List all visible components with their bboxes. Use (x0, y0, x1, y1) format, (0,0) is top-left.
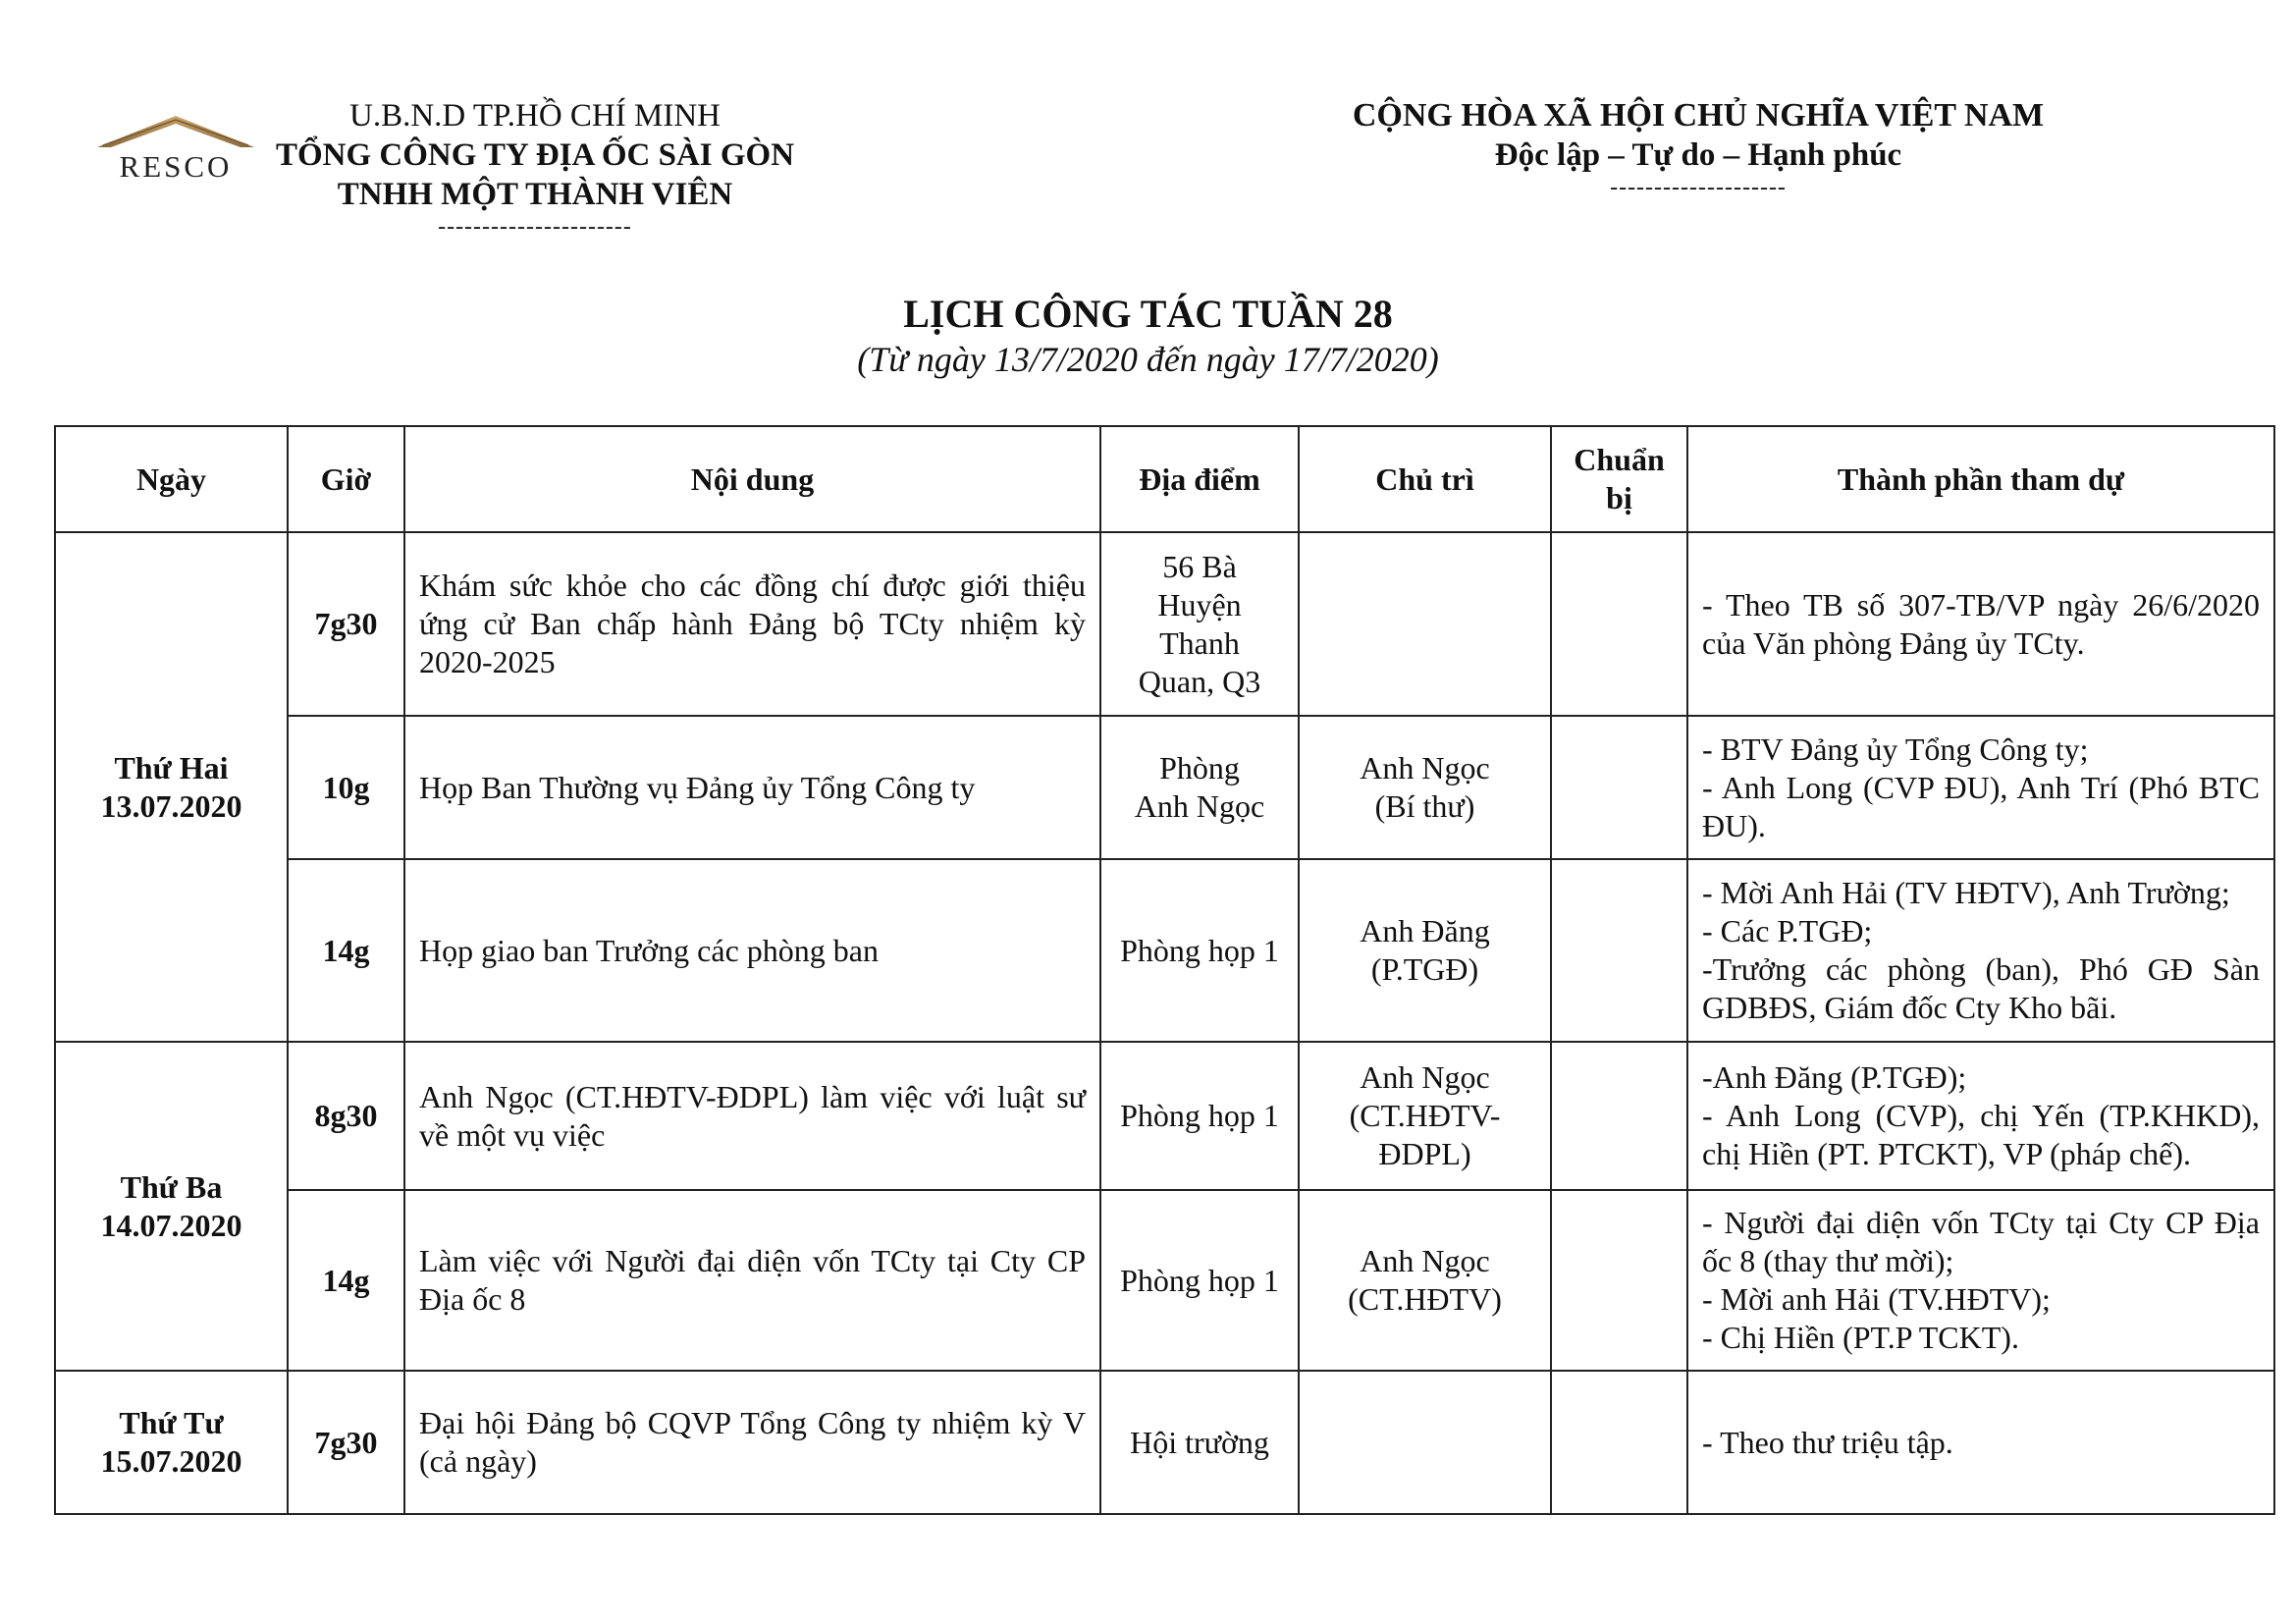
prep-cell (1551, 1190, 1687, 1371)
attendee-line: - Các P.TGĐ; (1702, 913, 1873, 948)
chair-cell (1299, 532, 1551, 716)
national-motto: Độc lập – Tự do – Hạnh phúc (1494, 137, 1902, 173)
attendee-line: - Người đại diện vốn TCty tại Cty CP Địa ốc 8 (thay thư mời); (1702, 1205, 2260, 1278)
content-cell: Làm việc với Người đại diện vốn TCty tại Cty CP Địa ốc 8 (404, 1190, 1100, 1371)
col-header-prep-line-2: bị (1606, 480, 1632, 515)
col-header-day: Ngày (55, 426, 288, 532)
place-line: Phòng họp 1 (1120, 932, 1279, 968)
chair-cell (1299, 716, 1551, 859)
prep-cell (1551, 1042, 1687, 1190)
prep-cell (1551, 532, 1687, 716)
attendee-line: - Mời Anh Hải (TV HĐTV), Anh Trường; (1702, 875, 2230, 910)
place-line: Phòng (1159, 750, 1240, 785)
col-header-content: Nội dung (404, 426, 1100, 532)
col-header-prep-line-1: Chuẩn (1574, 442, 1665, 477)
table-row (55, 1042, 2274, 1190)
time-cell: 10g (288, 716, 404, 859)
attendee-line: - Anh Long (CVP), chị Yến (TP.KHKD), chị Hiền (PT. PTCKT), VP (pháp chế). (1702, 1098, 2260, 1171)
col-header-chair: Chủ trì (1299, 426, 1551, 532)
logo-text: RESCO (119, 149, 233, 184)
table-row (55, 1190, 2274, 1371)
attendee-line: - Anh Long (CVP ĐU), Anh Trí (Phó BTC ĐU). (1702, 769, 2260, 843)
page-title: LỊCH CÔNG TÁC TUẦN 28 (903, 292, 1393, 336)
national-line-1: CỘNG HÒA XÃ HỘI CHỦ NGHĨA VIỆT NAM (1352, 97, 2045, 134)
attendees-cell (1687, 859, 2274, 1042)
day-cell (55, 532, 288, 1042)
table-row (55, 859, 2274, 1042)
day-date: 14.07.2020 (100, 1207, 242, 1243)
time-cell: 7g30 (288, 1371, 404, 1514)
chair-line: Anh Đăng (1360, 913, 1490, 948)
attendee-line: - Theo TB số 307-TB/VP ngày 26/6/2020 của Văn phòng Đảng ủy TCty. (1702, 586, 2260, 661)
attendee-line: - Mời anh Hải (TV.HĐTV); (1702, 1281, 2051, 1317)
col-header-prep (1551, 426, 1687, 532)
col-header-attendees: Thành phần tham dự (1687, 426, 2274, 532)
col-header-time: Giờ (288, 426, 404, 532)
org-line-2: TỔNG CÔNG TY ĐỊA ỐC SÀI GÒN (275, 137, 795, 173)
col-header-place: Địa điểm (1100, 426, 1299, 532)
day-name: Thứ Hai (114, 749, 229, 785)
place-line: Thanh (1159, 624, 1240, 661)
attendees-cell (1687, 532, 2274, 716)
attendee-line: - Theo thư triệu tập. (1702, 1424, 1953, 1460)
time-cell: 7g30 (288, 532, 404, 716)
time-cell: 14g (288, 1190, 404, 1371)
page-subtitle: (Từ ngày 13/7/2020 đến ngày 17/7/2020) (857, 340, 1439, 379)
day-cell (55, 1371, 288, 1514)
chair-line: (CT.HĐTV) (1348, 1281, 1502, 1317)
day-date: 15.07.2020 (100, 1443, 242, 1479)
chair-line: (P.TGĐ) (1370, 951, 1479, 987)
content-cell: Đại hội Đảng bộ CQVP Tổng Công ty nhiệm kỳ V (cả ngày) (404, 1371, 1100, 1514)
day-date: 13.07.2020 (100, 787, 242, 824)
place-line: 56 Bà (1162, 548, 1237, 584)
attendee-line: -Anh Đăng (P.TGĐ); (1702, 1059, 1967, 1095)
attendees-cell (1687, 1190, 2274, 1371)
org-divider: ---------------------- (438, 214, 632, 240)
place-line: Huyện (1157, 586, 1242, 623)
attendees-cell (1687, 1042, 2274, 1190)
attendees-cell (1687, 1371, 2274, 1514)
place-cell (1100, 532, 1299, 716)
day-name: Thứ Tư (119, 1405, 224, 1440)
attendee-line: -Trưởng các phòng (ban), Phó GĐ Sàn GDBĐS, Giám đốc Cty Kho bãi. (1702, 951, 2260, 1025)
chair-cell (1299, 859, 1551, 1042)
chair-cell (1299, 1371, 1551, 1514)
national-header (1315, 96, 2081, 200)
schedule-table (54, 425, 2275, 1515)
content-cell: Họp Ban Thường vụ Đảng ủy Tổng Công ty (404, 716, 1100, 859)
place-cell (1100, 1190, 1299, 1371)
attendee-line: - Chị Hiền (PT.P TCKT). (1702, 1320, 2019, 1355)
table-row (55, 532, 2274, 716)
prep-cell (1551, 859, 1687, 1042)
table-row (55, 716, 2274, 859)
table-header-row (55, 426, 2274, 532)
place-cell (1100, 716, 1299, 859)
attendee-line: - BTV Đảng ủy Tổng Công ty; (1702, 731, 2089, 767)
chair-line: (Bí thư) (1374, 788, 1475, 824)
place-cell (1100, 1371, 1299, 1514)
resco-logo (93, 110, 258, 184)
place-cell (1100, 1042, 1299, 1190)
org-line-1: U.B.N.D TP.HỒ CHÍ MINH (348, 98, 721, 134)
place-line: Hội trường (1130, 1424, 1269, 1460)
chair-cell (1299, 1042, 1551, 1190)
place-line: Anh Ngọc (1134, 788, 1265, 824)
content-cell: Khám sức khỏe cho các đồng chí được giới thiệu ứng cử Ban chấp hành Đảng bộ TCty nhiệm kỳ 2020-2025 (404, 532, 1100, 716)
time-cell: 8g30 (288, 1042, 404, 1190)
prep-cell (1551, 1371, 1687, 1514)
prep-cell (1551, 716, 1687, 859)
content-cell: Anh Ngọc (CT.HĐTV-ĐDPL) làm việc với luật sư về một vụ việc (404, 1042, 1100, 1190)
chair-cell (1299, 1190, 1551, 1371)
place-line: Quan, Q3 (1138, 663, 1261, 699)
place-cell (1100, 859, 1299, 1042)
chair-line: (CT.HĐTV- (1349, 1098, 1501, 1133)
national-divider: -------------------- (1610, 175, 1787, 200)
organization-header (270, 96, 800, 240)
place-line: Phòng họp 1 (1120, 1262, 1279, 1298)
chair-line: Anh Ngọc (1360, 750, 1490, 785)
org-line-3: TNHH MỘT THÀNH VIÊN (337, 177, 733, 212)
time-cell: 14g (288, 859, 404, 1042)
chair-line: Anh Ngọc (1360, 1059, 1490, 1095)
chair-line: Anh Ngọc (1360, 1243, 1490, 1278)
table-row (55, 1371, 2274, 1514)
attendees-cell (1687, 716, 2274, 859)
place-line: Phòng họp 1 (1120, 1098, 1279, 1133)
day-cell (55, 1042, 288, 1371)
day-name: Thứ Ba (120, 1168, 223, 1205)
content-cell: Họp giao ban Trưởng các phòng ban (404, 859, 1100, 1042)
chair-line: ĐDPL) (1378, 1136, 1471, 1171)
